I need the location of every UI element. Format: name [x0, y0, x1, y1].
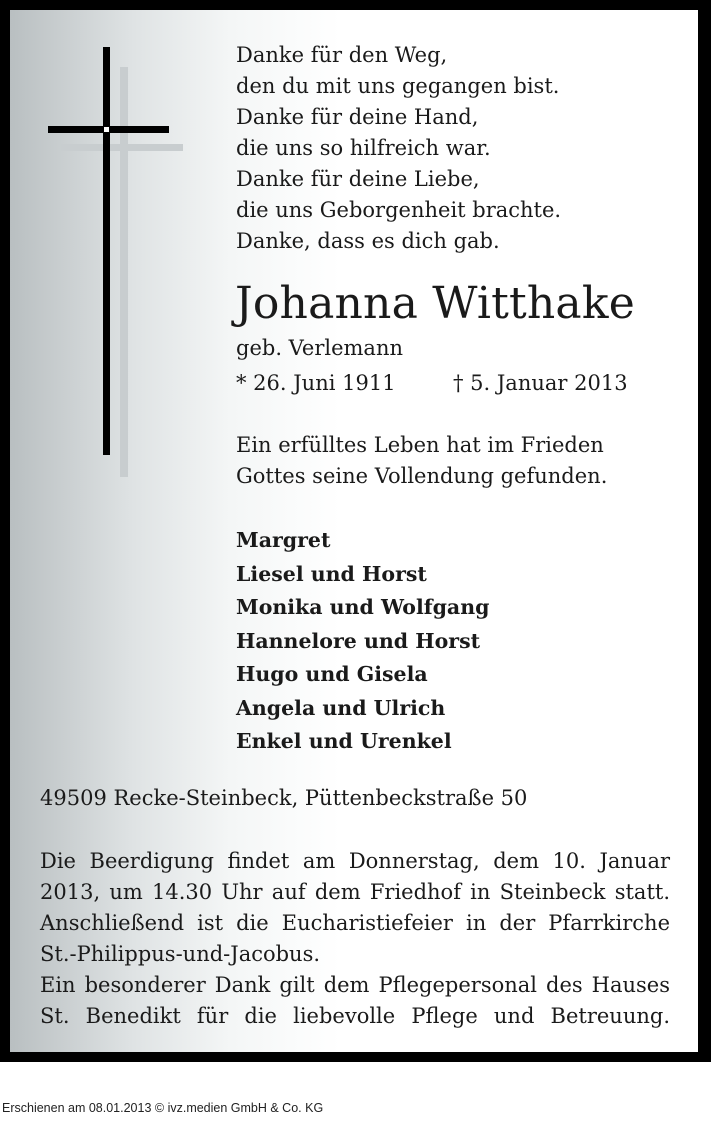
poem-line: den du mit uns gegangen bist. [236, 74, 560, 98]
poem-line: Danke für deine Hand, [236, 105, 479, 129]
funeral-line: St. Benedikt für die liebevolle Pflege und Betreuung. [40, 1004, 670, 1028]
cross-shadow-horizontal [61, 144, 183, 151]
funeral-line: Anschließend ist die Eucharistiefeier in der Pfarrkirche [40, 911, 670, 935]
address: 49509 Recke-Steinbeck, Püttenbeckstraße 50 [40, 786, 528, 810]
mourner: Angela und Ulrich [236, 695, 446, 720]
cross-vertical-beam [103, 47, 110, 455]
mourner: Monika und Wolfgang [236, 595, 490, 619]
mourner: Liesel und Horst [236, 561, 427, 586]
funeral-line: St.-Philippus-und-Jacobus. [40, 942, 321, 966]
poem-line: Danke für deine Liebe, [236, 167, 480, 191]
deceased-name: Johanna Witthake [235, 278, 635, 329]
obituary-card [10, 10, 698, 1052]
poem [236, 40, 561, 257]
funeral-line: Ein besonderer Dank gilt dem Pflegepersonal des Hauses [40, 973, 670, 997]
mourner: Hannelore und Horst [236, 628, 481, 653]
poem-line: die uns Geborgenheit brachte. [236, 198, 562, 222]
mourner: Hugo und Gisela [236, 662, 428, 686]
poem-line: Danke für den Weg, [236, 43, 448, 67]
funeral-line: 2013, um 14.30 Uhr auf dem Friedhof in Steinbeck statt. [40, 880, 670, 904]
death-date: † 5. Januar 2013 [453, 371, 628, 395]
funeral-notice [40, 846, 670, 1032]
poem-line: die uns so hilfreich war. [236, 136, 491, 160]
funeral-line: Die Beerdigung findet am Donnerstag, dem 10. Januar [40, 849, 670, 873]
birth-name: geb. Verlemann [236, 336, 403, 360]
poem-line: Danke, dass es dich gab. [236, 229, 500, 253]
epitaph-line: Ein erfülltes Leben hat im Frieden [236, 433, 604, 457]
cross-center [104, 127, 109, 132]
birth-date: * 26. Juni 1911 [236, 371, 396, 395]
mourner: Margret [236, 528, 331, 552]
epitaph-line: Gottes seine Vollendung gefunden. [236, 464, 608, 488]
mourners-list [236, 524, 489, 759]
mourner: Enkel und Urenkel [236, 729, 452, 753]
publication-credit: Erschienen am 08.01.2013 © ivz.medien GmbH & Co. KG [2, 1101, 324, 1115]
epitaph [236, 430, 607, 492]
